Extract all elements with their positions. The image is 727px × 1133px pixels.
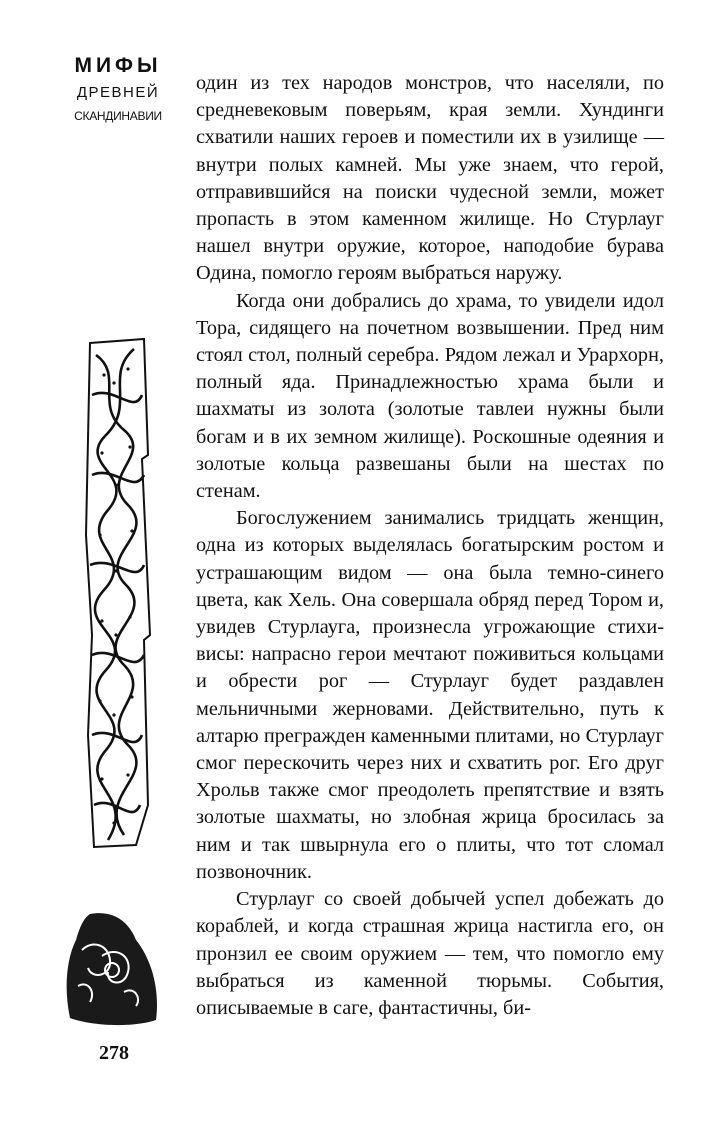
paragraph: Когда они добрались до храма, то увидели идол Тора, сидящего на почетном возвышении. Пред ним стоял стол, полный серебра. Рядом лежал и Урархорн, полный яда. Принадлежностью храма были и шахматы из золота (золотые тавлеи нужны были богам и в их земном жилище). Роскошные одеяния и золотые кольца развешаны были на шестах по стенам. [196, 289, 664, 503]
header-line-myths: МИФЫ [74, 54, 162, 77]
body-text [196, 70, 664, 1022]
header-line-scandinavia: СКАНДИНАВИИ [74, 109, 162, 123]
header-line-ancient: ДРЕВНЕЙ [76, 84, 160, 101]
paragraph: Богослужением занимались тридцать женщин, одна из которых выделялась богатырским ростом и устрашающим видом — она была темно-синего цвета, как Хель. Она совершала обряд перед Тором и, увидев Стурлауга, произнесла угрожающие стихи-висы: напрасно герои мечтают поживиться кольцами и обрести рог — Стурлауг будет раздавлен мельничными жерновами. Действительно, путь к алтарю прегражден каменными плитами, но Стурлауг смог перескочить через них и схватить рог. Его друг Хрольв также смог преодолеть препятствие и взять золотые шахматы, но злобная жрица бросилась за ним и так швырнула его о плиты, что тот сломал позвоночник. [196, 507, 664, 883]
paragraph: Стурлауг со своей добычей успел добежать до кораблей, и когда страшная жрица настигла его, он пронзил ее своим оружием — тем, что помогло ему выбраться из каменной тюрьмы. События, описываемые в саге, фантастичны, би- [196, 888, 664, 1019]
running-header [62, 52, 174, 126]
page-number: 278 [99, 1042, 129, 1064]
paragraph: один из тех народов монстров, что населяли, по средневековым поверьям, края земли. Хундинги схватили наших героев и поместили их в узилище — внутри полых камней. Мы уже знаем, что герой, отправившийся на поиски чудесной земли, может пропасть в этом каменном жилище. Но Стурлауг нашел внутри оружие, которое, наподобие бурава Одина, помогло героям выбраться наружу. [196, 72, 664, 285]
runestone-icon [62, 910, 162, 1028]
knotwork-carving-icon [84, 335, 162, 855]
